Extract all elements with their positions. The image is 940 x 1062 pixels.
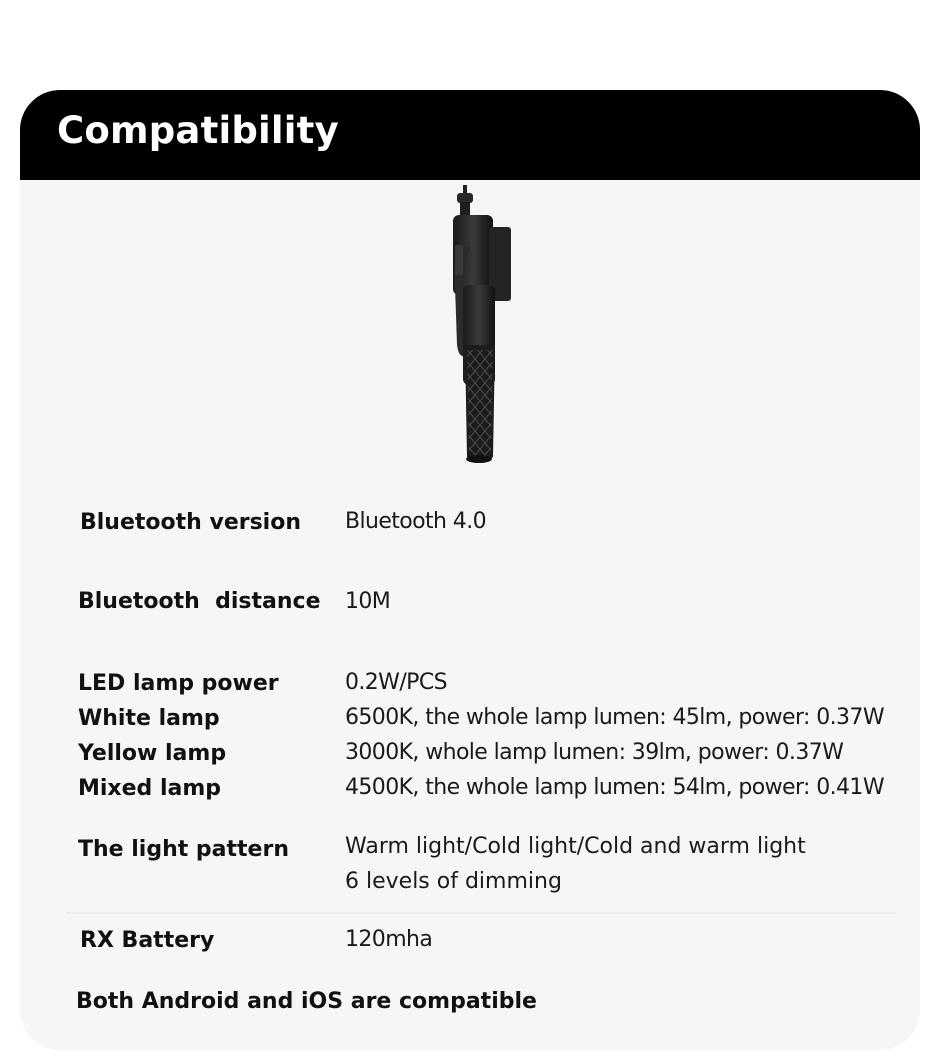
spec-value-led-lamp-power: 0.2W/PCS	[345, 670, 447, 695]
spec-label-led-lamp-power: LED lamp power	[78, 671, 279, 696]
selfie-stick-tripod-icon	[415, 185, 525, 475]
section-title: Compatibility	[57, 109, 339, 152]
section-header	[20, 90, 920, 180]
spec-label-yellow-lamp: Yellow lamp	[78, 741, 227, 766]
spec-label-mixed-lamp: Mixed lamp	[78, 776, 222, 801]
spec-value-light-pattern: Warm light/Cold light/Cold and warm light	[345, 834, 806, 859]
spec-value-mixed-lamp: 4500K, the whole lamp lumen: 54lm, power: 0.41W	[345, 775, 884, 800]
spec-label-light-pattern: The light pattern	[78, 837, 289, 862]
spec-label-bluetooth-version: Bluetooth version	[80, 510, 301, 535]
spec-value-bluetooth-distance: 10M	[345, 589, 391, 614]
divider	[66, 912, 896, 914]
spec-label-white-lamp: White lamp	[78, 706, 220, 731]
spec-label-bluetooth-distance: Bluetooth distance	[78, 589, 321, 614]
spec-value-white-lamp: 6500K, the whole lamp lumen: 45lm, power: 0.37W	[345, 705, 884, 730]
spec-value-rx-battery: 120mha	[345, 927, 433, 952]
spec-value-light-pattern-dimming: 6 levels of dimming	[345, 869, 562, 894]
spec-label-rx-battery: RX Battery	[80, 928, 215, 953]
spec-value-bluetooth-version: Bluetooth 4.0	[345, 509, 486, 534]
spec-value-yellow-lamp: 3000K, whole lamp lumen: 39lm, power: 0.37W	[345, 740, 844, 765]
compatibility-note: Both Android and iOS are compatible	[76, 989, 537, 1014]
compatibility-card	[20, 90, 920, 1050]
